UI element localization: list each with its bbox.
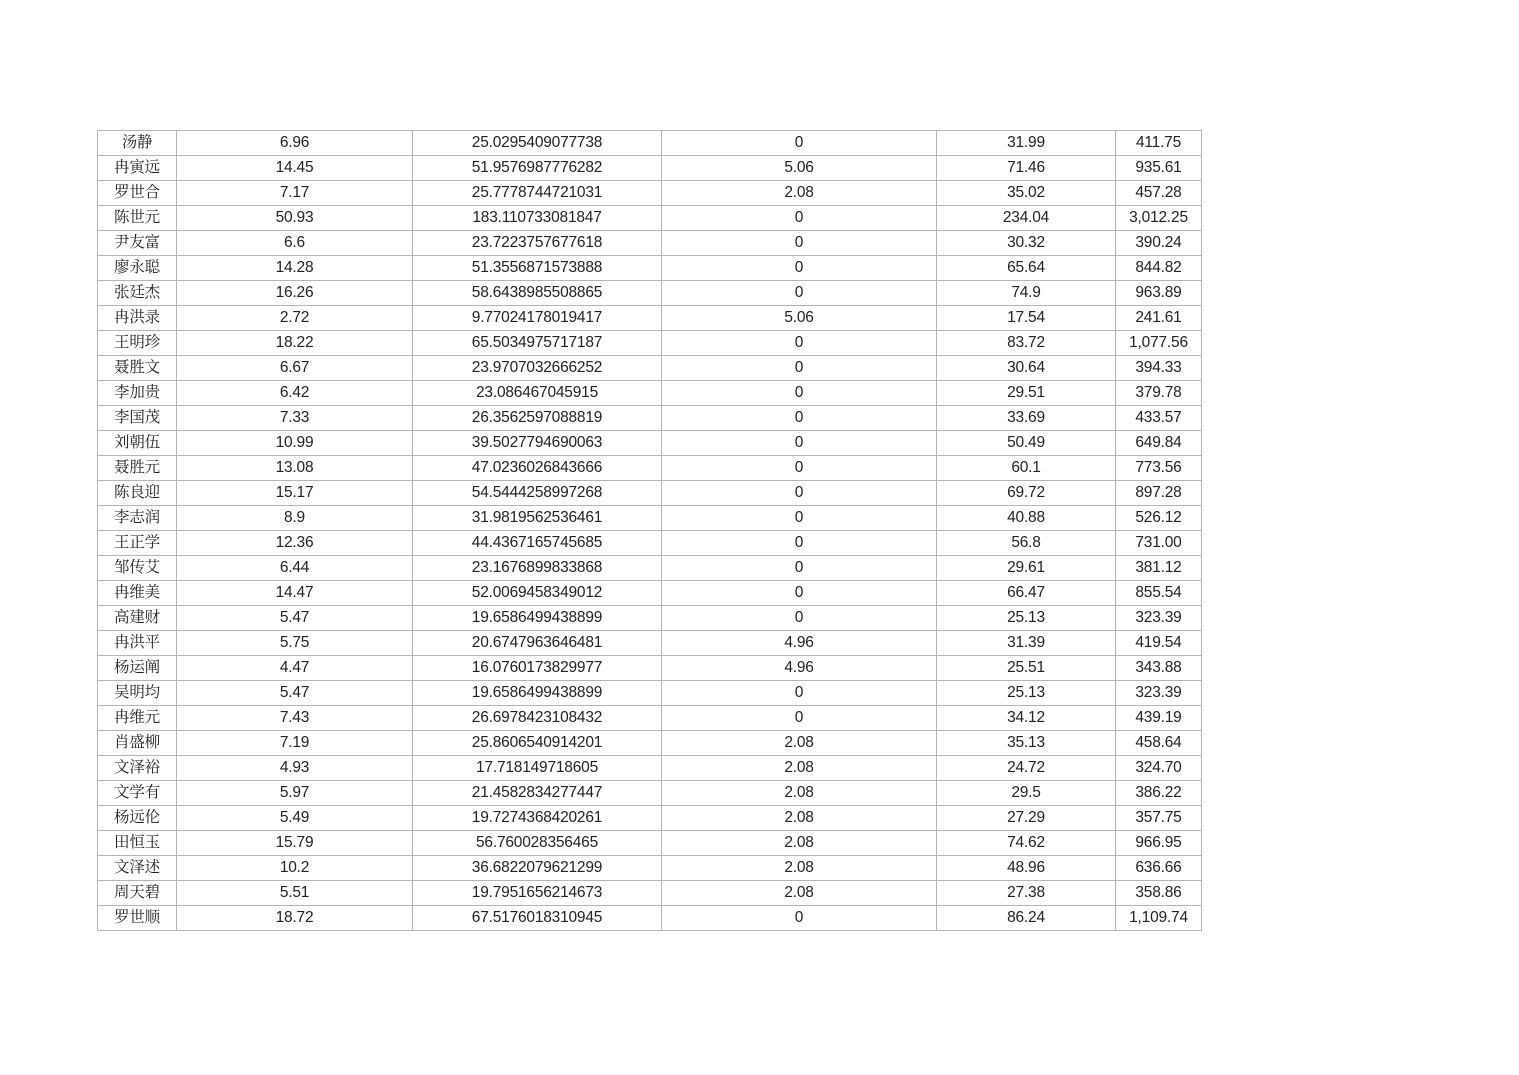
name-cell: 王正学	[98, 531, 177, 556]
table-row	[98, 531, 1202, 556]
data-table	[97, 130, 1202, 931]
value-cell-5: 390.24	[1116, 231, 1202, 256]
value-cell-5: 411.75	[1116, 131, 1202, 156]
value-cell-2: 23.9707032666252	[413, 356, 662, 381]
value-cell-5: 935.61	[1116, 156, 1202, 181]
value-cell-3: 2.08	[662, 806, 937, 831]
value-cell-1: 18.22	[177, 331, 413, 356]
value-cell-4: 83.72	[937, 331, 1116, 356]
value-cell-1: 50.93	[177, 206, 413, 231]
value-cell-4: 74.9	[937, 281, 1116, 306]
value-cell-1: 7.43	[177, 706, 413, 731]
value-cell-2: 19.7951656214673	[413, 881, 662, 906]
name-cell: 杨运阐	[98, 656, 177, 681]
value-cell-1: 12.36	[177, 531, 413, 556]
value-cell-3: 0	[662, 231, 937, 256]
name-cell: 王明珍	[98, 331, 177, 356]
name-cell: 张廷杰	[98, 281, 177, 306]
value-cell-1: 10.99	[177, 431, 413, 456]
value-cell-3: 2.08	[662, 881, 937, 906]
value-cell-4: 31.99	[937, 131, 1116, 156]
value-cell-2: 36.6822079621299	[413, 856, 662, 881]
value-cell-4: 234.04	[937, 206, 1116, 231]
value-cell-4: 17.54	[937, 306, 1116, 331]
value-cell-1: 14.47	[177, 581, 413, 606]
value-cell-4: 25.13	[937, 606, 1116, 631]
value-cell-2: 23.086467045915	[413, 381, 662, 406]
value-cell-3: 4.96	[662, 631, 937, 656]
value-cell-4: 29.51	[937, 381, 1116, 406]
value-cell-5: 381.12	[1116, 556, 1202, 581]
table-row	[98, 706, 1202, 731]
value-cell-3: 2.08	[662, 856, 937, 881]
value-cell-4: 74.62	[937, 831, 1116, 856]
value-cell-3: 0	[662, 556, 937, 581]
value-cell-2: 23.1676899833868	[413, 556, 662, 581]
value-cell-3: 5.06	[662, 156, 937, 181]
name-cell: 冉维美	[98, 581, 177, 606]
value-cell-5: 731.00	[1116, 531, 1202, 556]
value-cell-3: 0	[662, 281, 937, 306]
value-cell-4: 29.61	[937, 556, 1116, 581]
table-row	[98, 831, 1202, 856]
name-cell: 田恒玉	[98, 831, 177, 856]
name-cell: 李国茂	[98, 406, 177, 431]
name-cell: 周天碧	[98, 881, 177, 906]
name-cell: 聂胜元	[98, 456, 177, 481]
value-cell-5: 357.75	[1116, 806, 1202, 831]
value-cell-5: 419.54	[1116, 631, 1202, 656]
value-cell-4: 30.32	[937, 231, 1116, 256]
name-cell: 高建财	[98, 606, 177, 631]
table-row	[98, 856, 1202, 881]
value-cell-4: 30.64	[937, 356, 1116, 381]
name-cell: 罗世合	[98, 181, 177, 206]
name-cell: 李加贵	[98, 381, 177, 406]
value-cell-2: 19.6586499438899	[413, 606, 662, 631]
value-cell-2: 67.5176018310945	[413, 906, 662, 931]
value-cell-3: 2.08	[662, 831, 937, 856]
name-cell: 陈良迎	[98, 481, 177, 506]
value-cell-3: 2.08	[662, 731, 937, 756]
value-cell-3: 0	[662, 481, 937, 506]
value-cell-1: 18.72	[177, 906, 413, 931]
value-cell-2: 44.4367165745685	[413, 531, 662, 556]
value-cell-3: 0	[662, 406, 937, 431]
value-cell-3: 0	[662, 581, 937, 606]
value-cell-4: 69.72	[937, 481, 1116, 506]
value-cell-5: 649.84	[1116, 431, 1202, 456]
name-cell: 罗世顺	[98, 906, 177, 931]
value-cell-3: 0	[662, 206, 937, 231]
value-cell-2: 183.110733081847	[413, 206, 662, 231]
value-cell-1: 14.28	[177, 256, 413, 281]
value-cell-4: 50.49	[937, 431, 1116, 456]
name-cell: 吴明均	[98, 681, 177, 706]
value-cell-3: 0	[662, 256, 937, 281]
value-cell-5: 844.82	[1116, 256, 1202, 281]
value-cell-3: 0	[662, 356, 937, 381]
value-cell-1: 5.51	[177, 881, 413, 906]
value-cell-5: 323.39	[1116, 681, 1202, 706]
value-cell-2: 21.4582834277447	[413, 781, 662, 806]
value-cell-2: 23.7223757677618	[413, 231, 662, 256]
value-cell-1: 7.17	[177, 181, 413, 206]
value-cell-2: 51.3556871573888	[413, 256, 662, 281]
table-row	[98, 131, 1202, 156]
table-row	[98, 631, 1202, 656]
value-cell-1: 6.96	[177, 131, 413, 156]
value-cell-5: 966.95	[1116, 831, 1202, 856]
value-cell-2: 58.6438985508865	[413, 281, 662, 306]
name-cell: 冉寅远	[98, 156, 177, 181]
name-cell: 刘朝伍	[98, 431, 177, 456]
value-cell-4: 29.5	[937, 781, 1116, 806]
value-cell-2: 9.77024178019417	[413, 306, 662, 331]
table-row	[98, 556, 1202, 581]
value-cell-2: 47.0236026843666	[413, 456, 662, 481]
table-row	[98, 906, 1202, 931]
value-cell-4: 35.13	[937, 731, 1116, 756]
value-cell-1: 8.9	[177, 506, 413, 531]
name-cell: 肖盛柳	[98, 731, 177, 756]
value-cell-2: 25.7778744721031	[413, 181, 662, 206]
value-cell-1: 14.45	[177, 156, 413, 181]
value-cell-4: 33.69	[937, 406, 1116, 431]
value-cell-4: 40.88	[937, 506, 1116, 531]
value-cell-1: 5.47	[177, 681, 413, 706]
table-row	[98, 506, 1202, 531]
table-row	[98, 306, 1202, 331]
value-cell-2: 52.0069458349012	[413, 581, 662, 606]
table-row	[98, 456, 1202, 481]
value-cell-1: 15.79	[177, 831, 413, 856]
name-cell: 文泽述	[98, 856, 177, 881]
value-cell-2: 20.6747963646481	[413, 631, 662, 656]
value-cell-4: 71.46	[937, 156, 1116, 181]
table-row	[98, 581, 1202, 606]
table-row	[98, 881, 1202, 906]
table-row	[98, 206, 1202, 231]
table-row	[98, 356, 1202, 381]
value-cell-4: 27.29	[937, 806, 1116, 831]
table-row	[98, 181, 1202, 206]
value-cell-5: 897.28	[1116, 481, 1202, 506]
value-cell-2: 65.5034975717187	[413, 331, 662, 356]
value-cell-1: 5.49	[177, 806, 413, 831]
value-cell-3: 0	[662, 131, 937, 156]
value-cell-1: 13.08	[177, 456, 413, 481]
value-cell-2: 16.0760173829977	[413, 656, 662, 681]
value-cell-5: 323.39	[1116, 606, 1202, 631]
name-cell: 李志润	[98, 506, 177, 531]
value-cell-1: 16.26	[177, 281, 413, 306]
value-cell-3: 5.06	[662, 306, 937, 331]
value-cell-5: 1,109.74	[1116, 906, 1202, 931]
table-row	[98, 606, 1202, 631]
table-row	[98, 156, 1202, 181]
value-cell-3: 0	[662, 906, 937, 931]
table-body	[98, 131, 1202, 931]
value-cell-1: 4.47	[177, 656, 413, 681]
value-cell-4: 34.12	[937, 706, 1116, 731]
table-row	[98, 331, 1202, 356]
value-cell-2: 56.760028356465	[413, 831, 662, 856]
value-cell-5: 358.86	[1116, 881, 1202, 906]
value-cell-5: 241.61	[1116, 306, 1202, 331]
value-cell-5: 433.57	[1116, 406, 1202, 431]
value-cell-5: 457.28	[1116, 181, 1202, 206]
value-cell-2: 17.718149718605	[413, 756, 662, 781]
value-cell-1: 6.67	[177, 356, 413, 381]
value-cell-5: 324.70	[1116, 756, 1202, 781]
value-cell-2: 26.6978423108432	[413, 706, 662, 731]
value-cell-5: 1,077.56	[1116, 331, 1202, 356]
value-cell-4: 65.64	[937, 256, 1116, 281]
value-cell-4: 86.24	[937, 906, 1116, 931]
table-row	[98, 781, 1202, 806]
value-cell-3: 0	[662, 706, 937, 731]
value-cell-3: 2.08	[662, 181, 937, 206]
value-cell-5: 526.12	[1116, 506, 1202, 531]
name-cell: 邹传艾	[98, 556, 177, 581]
value-cell-4: 25.51	[937, 656, 1116, 681]
value-cell-4: 60.1	[937, 456, 1116, 481]
value-cell-1: 6.6	[177, 231, 413, 256]
value-cell-1: 5.75	[177, 631, 413, 656]
value-cell-5: 3,012.25	[1116, 206, 1202, 231]
value-cell-3: 0	[662, 606, 937, 631]
value-cell-1: 7.19	[177, 731, 413, 756]
table-row	[98, 756, 1202, 781]
value-cell-4: 66.47	[937, 581, 1116, 606]
value-cell-4: 48.96	[937, 856, 1116, 881]
value-cell-5: 394.33	[1116, 356, 1202, 381]
value-cell-4: 25.13	[937, 681, 1116, 706]
value-cell-1: 10.2	[177, 856, 413, 881]
name-cell: 汤静	[98, 131, 177, 156]
value-cell-1: 5.97	[177, 781, 413, 806]
value-cell-3: 0	[662, 381, 937, 406]
table-row	[98, 681, 1202, 706]
value-cell-1: 2.72	[177, 306, 413, 331]
name-cell: 文学有	[98, 781, 177, 806]
value-cell-5: 386.22	[1116, 781, 1202, 806]
value-cell-3: 0	[662, 531, 937, 556]
value-cell-3: 0	[662, 431, 937, 456]
value-cell-5: 458.64	[1116, 731, 1202, 756]
value-cell-5: 439.19	[1116, 706, 1202, 731]
name-cell: 杨远伦	[98, 806, 177, 831]
table-row	[98, 381, 1202, 406]
name-cell: 冉洪平	[98, 631, 177, 656]
value-cell-1: 7.33	[177, 406, 413, 431]
value-cell-2: 51.9576987776282	[413, 156, 662, 181]
value-cell-3: 0	[662, 681, 937, 706]
value-cell-4: 56.8	[937, 531, 1116, 556]
value-cell-2: 26.3562597088819	[413, 406, 662, 431]
value-cell-2: 31.9819562536461	[413, 506, 662, 531]
value-cell-1: 15.17	[177, 481, 413, 506]
value-cell-5: 379.78	[1116, 381, 1202, 406]
value-cell-2: 25.8606540914201	[413, 731, 662, 756]
name-cell: 冉维元	[98, 706, 177, 731]
table-row	[98, 431, 1202, 456]
value-cell-2: 19.7274368420261	[413, 806, 662, 831]
name-cell: 尹友富	[98, 231, 177, 256]
value-cell-4: 35.02	[937, 181, 1116, 206]
value-cell-1: 4.93	[177, 756, 413, 781]
value-cell-2: 19.6586499438899	[413, 681, 662, 706]
value-cell-5: 636.66	[1116, 856, 1202, 881]
name-cell: 文泽裕	[98, 756, 177, 781]
value-cell-3: 0	[662, 506, 937, 531]
table-row	[98, 481, 1202, 506]
table-row	[98, 256, 1202, 281]
value-cell-3: 2.08	[662, 756, 937, 781]
value-cell-1: 6.42	[177, 381, 413, 406]
name-cell: 廖永聪	[98, 256, 177, 281]
value-cell-4: 24.72	[937, 756, 1116, 781]
name-cell: 陈世元	[98, 206, 177, 231]
value-cell-5: 855.54	[1116, 581, 1202, 606]
value-cell-4: 27.38	[937, 881, 1116, 906]
value-cell-3: 2.08	[662, 781, 937, 806]
value-cell-3: 0	[662, 456, 937, 481]
table-row	[98, 406, 1202, 431]
value-cell-3: 4.96	[662, 656, 937, 681]
name-cell: 聂胜文	[98, 356, 177, 381]
name-cell: 冉洪录	[98, 306, 177, 331]
value-cell-5: 343.88	[1116, 656, 1202, 681]
table-row	[98, 231, 1202, 256]
value-cell-2: 54.5444258997268	[413, 481, 662, 506]
value-cell-5: 963.89	[1116, 281, 1202, 306]
value-cell-2: 39.5027794690063	[413, 431, 662, 456]
table-row	[98, 806, 1202, 831]
value-cell-1: 5.47	[177, 606, 413, 631]
value-cell-1: 6.44	[177, 556, 413, 581]
value-cell-2: 25.0295409077738	[413, 131, 662, 156]
table-row	[98, 281, 1202, 306]
value-cell-3: 0	[662, 331, 937, 356]
value-cell-5: 773.56	[1116, 456, 1202, 481]
table-row	[98, 731, 1202, 756]
value-cell-4: 31.39	[937, 631, 1116, 656]
table-row	[98, 656, 1202, 681]
